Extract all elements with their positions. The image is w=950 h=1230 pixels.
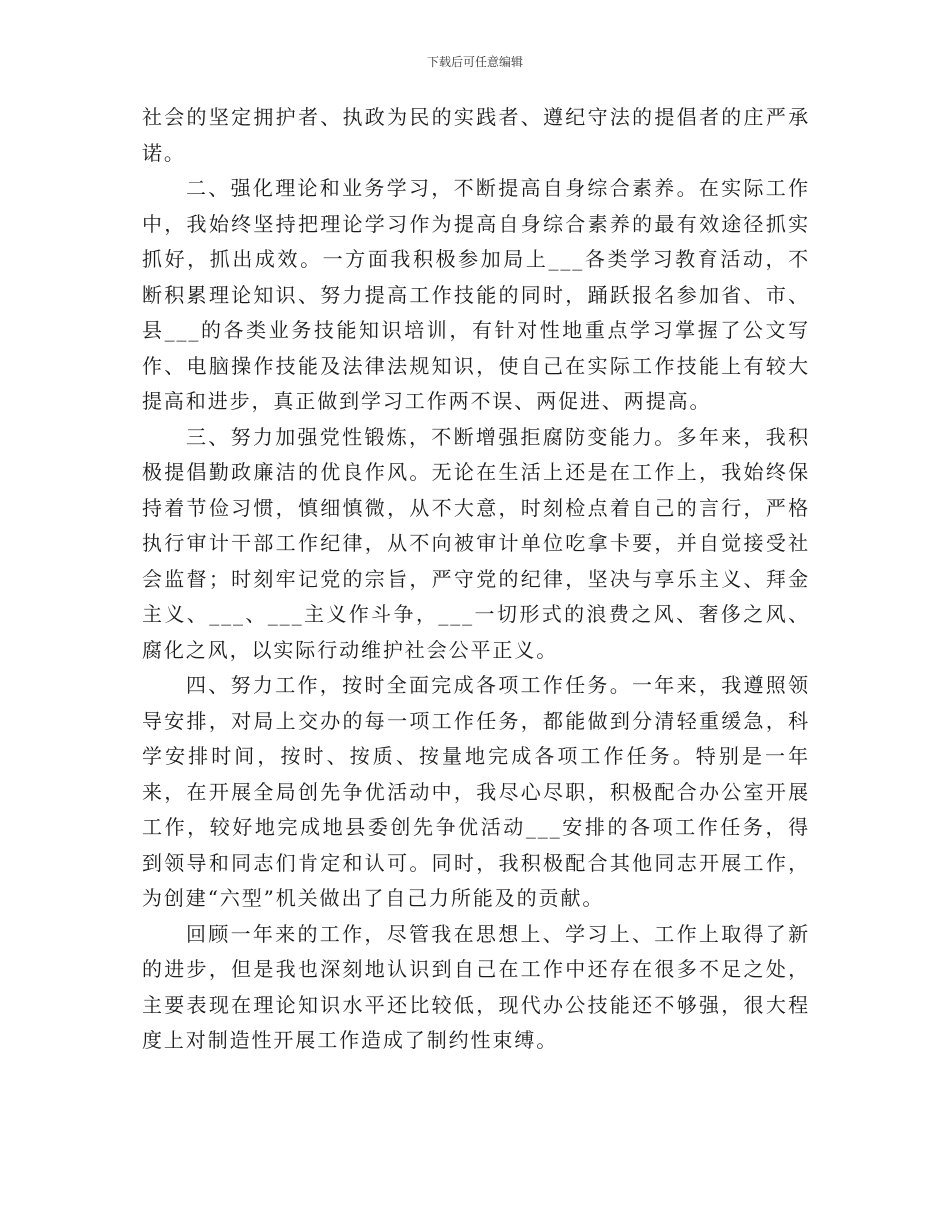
paragraph-review: 回顾一年来的工作，尽管我在思想上、学习上、工作上取得了新的进步，但是我也深刻地认识到自己在工作中还存在很多不足之处，主要表现在理论知识水平还比较低，现代办公技能还不够强，很大程度上对制造性开展工作造成了制约性束缚。 bbox=[142, 921, 810, 1052]
paragraph-party-discipline: 三、努力加强党性锻炼，不断增强拒腐防变能力。多年来，我积极提倡勤政廉洁的优良作风。无论在生活上还是在工作上，我始终保持着节俭习惯，慎细慎微，从不大意，时刻检点着自己的言行，严格执行审计干部工作纪律，从不向被审计单位吃拿卡要，并自觉接受社会监督；时刻牢记党的宗旨，严守党的纪律，坚决与享乐主义、拜金主义、___、___主义作斗争，___一切形式的浪费之风、奢侈之风、腐化之风，以实际行动维护社会公平正义。 bbox=[142, 424, 810, 662]
paragraph-continuation: 社会的坚定拥护者、执政为民的实践者、遵纪守法的提倡者的庄严承诺。 bbox=[142, 105, 810, 165]
document-body bbox=[142, 100, 810, 1059]
paragraph-work-tasks: 四、努力工作，按时全面完成各项工作任务。一年来，我遵照领导安排，对局上交办的每一项工作任务，都能做到分清轻重缓急，科学安排时间，按时、按质、按量地完成各项工作任务。特别是一年来，在开展全局创先争优活动中，我尽心尽职，积极配合办公室开展工作，较好地完成地县委创先争优活动___安排的各项工作任务，得到领导和同志们肯定和认可。同时，我积极配合其他同志开展工作，为创建“六型”机关做出了自己力所能及的贡献。 bbox=[142, 673, 810, 910]
paragraph-study: 二、强化理论和业务学习，不断提高自身综合素养。在实际工作中，我始终坚持把理论学习作为提高自身综合素养的最有效途径抓实抓好，抓出成效。一方面我积极参加局上___各类学习教育活动，不断积累理论知识、努力提高工作技能的同时，踊跃报名参加省、市、县___的各类业务技能知识培训，有针对性地重点学习掌握了公文写作、电脑操作技能及法律法规知识，使自己在实际工作技能上有较大提高和进步，真正做到学习工作两不误、两促进、两提高。 bbox=[142, 176, 810, 413]
page-header: 下载后可任意编辑 bbox=[426, 55, 523, 69]
